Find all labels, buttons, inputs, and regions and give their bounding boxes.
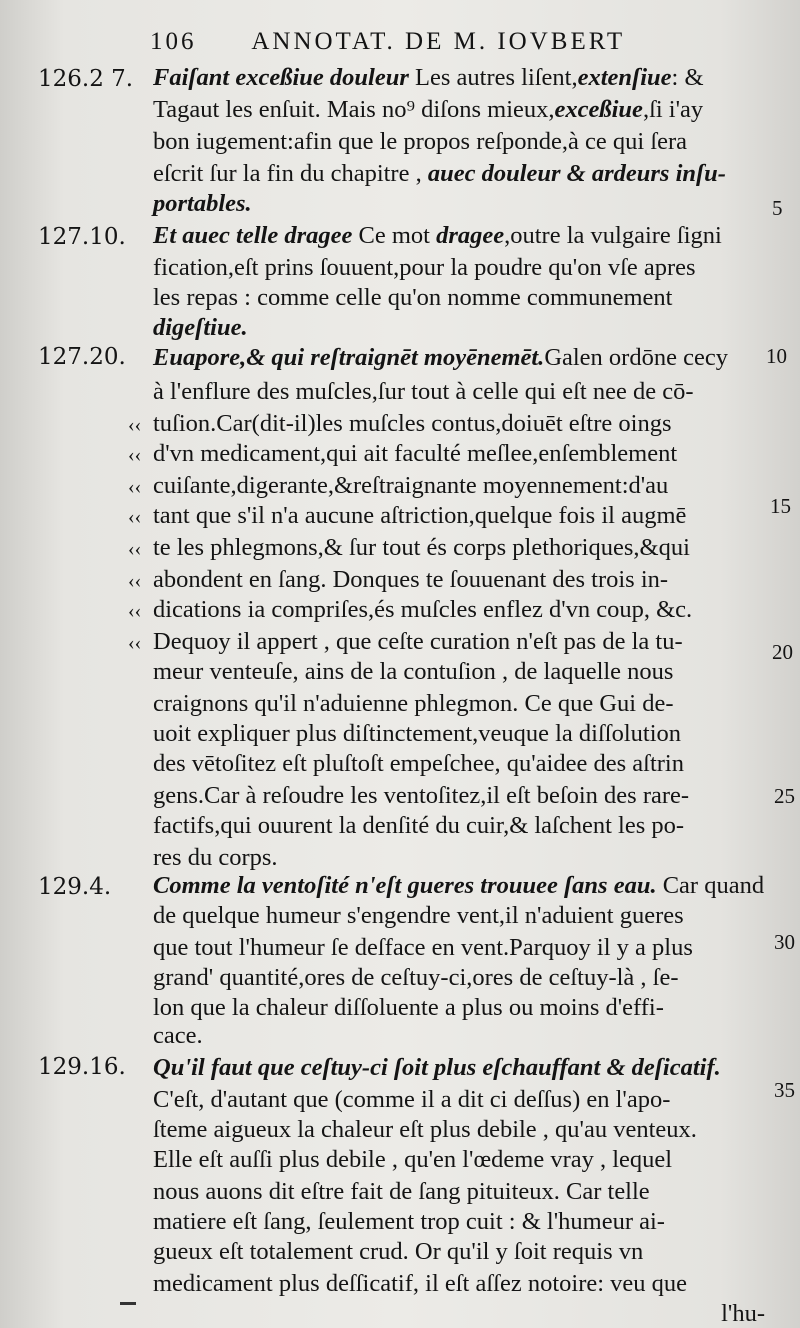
text-run: cuiſante,digerante,&reſtraignante moyennement:d'au [153,472,669,499]
text-line [153,812,765,840]
annotation-reference: 127.10. [38,224,126,250]
text-line [153,96,765,124]
text-run: tant que s'il n'a aucune aſtriction,quelque fois il augmē [153,502,687,529]
annotation-reference: 126.2 7. [38,66,134,92]
text-run: gens.Car à reſoudre les ventoſitez,il eſt beſoin des rare- [153,782,690,809]
annotation-reference: 129.16. [38,1054,126,1080]
text-line [153,1086,765,1114]
line-number: 10 [766,344,787,368]
text-line [153,410,765,438]
italic-lemma: Qu'il faut que ceſtuy-ci ſoit plus eſchauffant & deſicatif. [153,1054,721,1081]
italic-lemma: dragee [436,222,505,249]
text-run: Dequoy il appert , que ceſte curation n'eſt pas de la tu- [153,628,683,655]
text-line [153,64,765,92]
line-number: 30 [774,930,795,954]
text-run: eſcrit ſur la fin du chapitre , [153,160,422,187]
text-run: medicament plus deſſicatif, il eſt aſſez notoire: veu que [153,1270,688,1297]
text-line [153,1238,765,1266]
text-run: à l'enflure des muſcles,ſur tout à celle qui eſt nee de cō- [153,378,694,405]
text-run: tuſion.Car(dit-il)les muſcles contus,doiuēt eſtre oings [153,410,672,437]
text-run: fication,eſt prins ſouuent,pour la poudre qu'on vſe apres [153,254,696,281]
line-number: 5 [772,196,783,220]
text-run: cace. [153,1022,203,1049]
text-run: lon que la chaleur diſſoluente a plus ou moins d'effi- [153,994,664,1021]
text-line [153,472,765,500]
text-line [153,1300,765,1328]
text-line [153,160,765,188]
footer-dash [120,1302,136,1305]
text-run: de quelque humeur s'engendre vent,il n'aduient gueres [153,902,684,929]
italic-lemma: auec douleur & ardeurs inſu- [421,160,726,187]
text-run: ſteme aigueux la chaleur eſt plus debile , qu'au venteux. [153,1116,697,1143]
line-number: 25 [774,784,795,808]
running-title: ANNOTAT. DE M. IOVBERT [251,28,626,55]
text-run: bon iugement:afin que le propos reſponde,à ce qui ſera [153,128,688,155]
italic-lemma: exceßiue [554,96,643,123]
quotation-mark: ‹‹ [128,414,142,436]
text-run: craignons qu'il n'aduienne phlegmon. Ce que Gui de- [153,690,674,717]
text-line [153,872,765,900]
text-line [153,902,765,930]
text-line [153,128,765,156]
text-run: C'eſt, d'autant que (comme il a dit ci deſſus) en l'apo- [153,1086,671,1113]
text-line [153,566,765,594]
text-line [153,254,765,282]
text-line [153,844,765,872]
quotation-mark: ‹‹ [128,632,142,654]
text-line [153,378,765,406]
text-run: Les autres liſent, [408,64,578,91]
quotation-mark: ‹‹ [128,538,142,560]
text-run: : & [671,64,704,91]
text-run: d'vn medicament,qui ait faculté meſlee,enſemblement [153,440,678,467]
text-line [153,534,765,562]
text-line [153,782,765,810]
text-line [153,1178,765,1206]
text-line [153,658,765,686]
text-line [153,994,765,1022]
text-run: nous auons dit eſtre fait de ſang pituiteux. Car telle [153,1178,650,1205]
text-run: factifs,qui ouurent la denſité du cuir,& laſchent les po- [153,812,685,839]
text-line [153,750,765,778]
text-run: ,ſi i'ay [642,96,704,123]
text-line [153,934,765,962]
annotation-reference: 127.20. [38,344,126,370]
italic-lemma: digeſtiue. [153,314,248,341]
text-line [153,314,765,342]
quotation-mark: ‹‹ [128,570,142,592]
text-line [153,964,765,992]
text-run: te les phlegmons,& ſur tout és corps plethoriques,&qui [153,534,690,561]
text-run: ,outre la vulgaire ſigni [504,222,722,249]
text-run: Tagaut les enſuit. Mais no⁹ diſons mieux, [153,96,555,123]
italic-lemma: Comme la ventoſité n'eſt gueres trouuee ſans eau. [153,872,657,899]
text-line [153,1146,765,1174]
text-run: matiere eſt ſang, ſeulement trop cuit : & l'humeur ai- [153,1208,665,1235]
line-number: 20 [772,640,793,664]
italic-lemma: Faiſant exceßiue douleur [153,64,409,91]
text-run: Ce mot [352,222,437,249]
text-line [153,284,765,312]
quotation-mark: ‹‹ [128,506,142,528]
text-run: Galen ordōne cecy [544,344,728,371]
text-run: grand' quantité,ores de ceſtuy-ci,ores de ceſtuy-là , ſe- [153,964,679,991]
text-run: l'hu- [721,1300,765,1327]
text-run: uoit expliquer plus diſtinctement,veuque la diſſolution [153,720,682,747]
text-line [153,502,765,530]
text-run: les repas : comme celle qu'on nomme communement [153,284,673,311]
text-line [153,440,765,468]
italic-lemma: extenſiue [577,64,672,91]
text-run: meur venteuſe, ains de la contuſion , de laquelle nous [153,658,674,685]
text-line [153,222,765,250]
line-number: 35 [774,1078,795,1102]
text-run: Car quand [656,872,765,899]
text-line [153,344,765,372]
text-line [153,1054,765,1082]
text-run: des vētoſitez eſt pluſtoſt empeſchee, qu'aidee des aſtrin [153,750,684,777]
italic-lemma: portables. [153,190,252,217]
text-line [153,190,765,218]
text-line [153,1022,765,1050]
quotation-mark: ‹‹ [128,444,142,466]
text-run: Elle eſt auſſi plus debile , qu'en l'œdeme vray , lequel [153,1146,673,1173]
italic-lemma: Euapore,& qui reſtraignēt moyēnemēt. [153,344,545,371]
page-number: 106 [150,28,197,55]
text-line [153,1208,765,1236]
running-header [150,28,680,56]
text-run: abondent en ſang. Donques te ſouuenant des trois in- [153,566,669,593]
italic-lemma: Et auec telle dragee [153,222,353,249]
text-line [153,1270,765,1298]
line-number: 15 [770,494,791,518]
text-line [153,690,765,718]
quotation-mark: ‹‹ [128,476,142,498]
text-line [153,628,765,656]
text-run: dications ia compriſes,és muſcles enflez d'vn coup, &c. [153,596,693,623]
quotation-mark: ‹‹ [128,600,142,622]
text-line [153,1116,765,1144]
text-run: que tout l'humeur ſe deſface en vent.Parquoy il y a plus [153,934,693,961]
text-run: gueux eſt totalement crud. Or qu'il y ſoit requis vn [153,1238,644,1265]
text-line [153,596,765,624]
text-line [153,720,765,748]
text-run: res du corps. [153,844,278,871]
annotation-reference: 129.4. [38,874,112,900]
